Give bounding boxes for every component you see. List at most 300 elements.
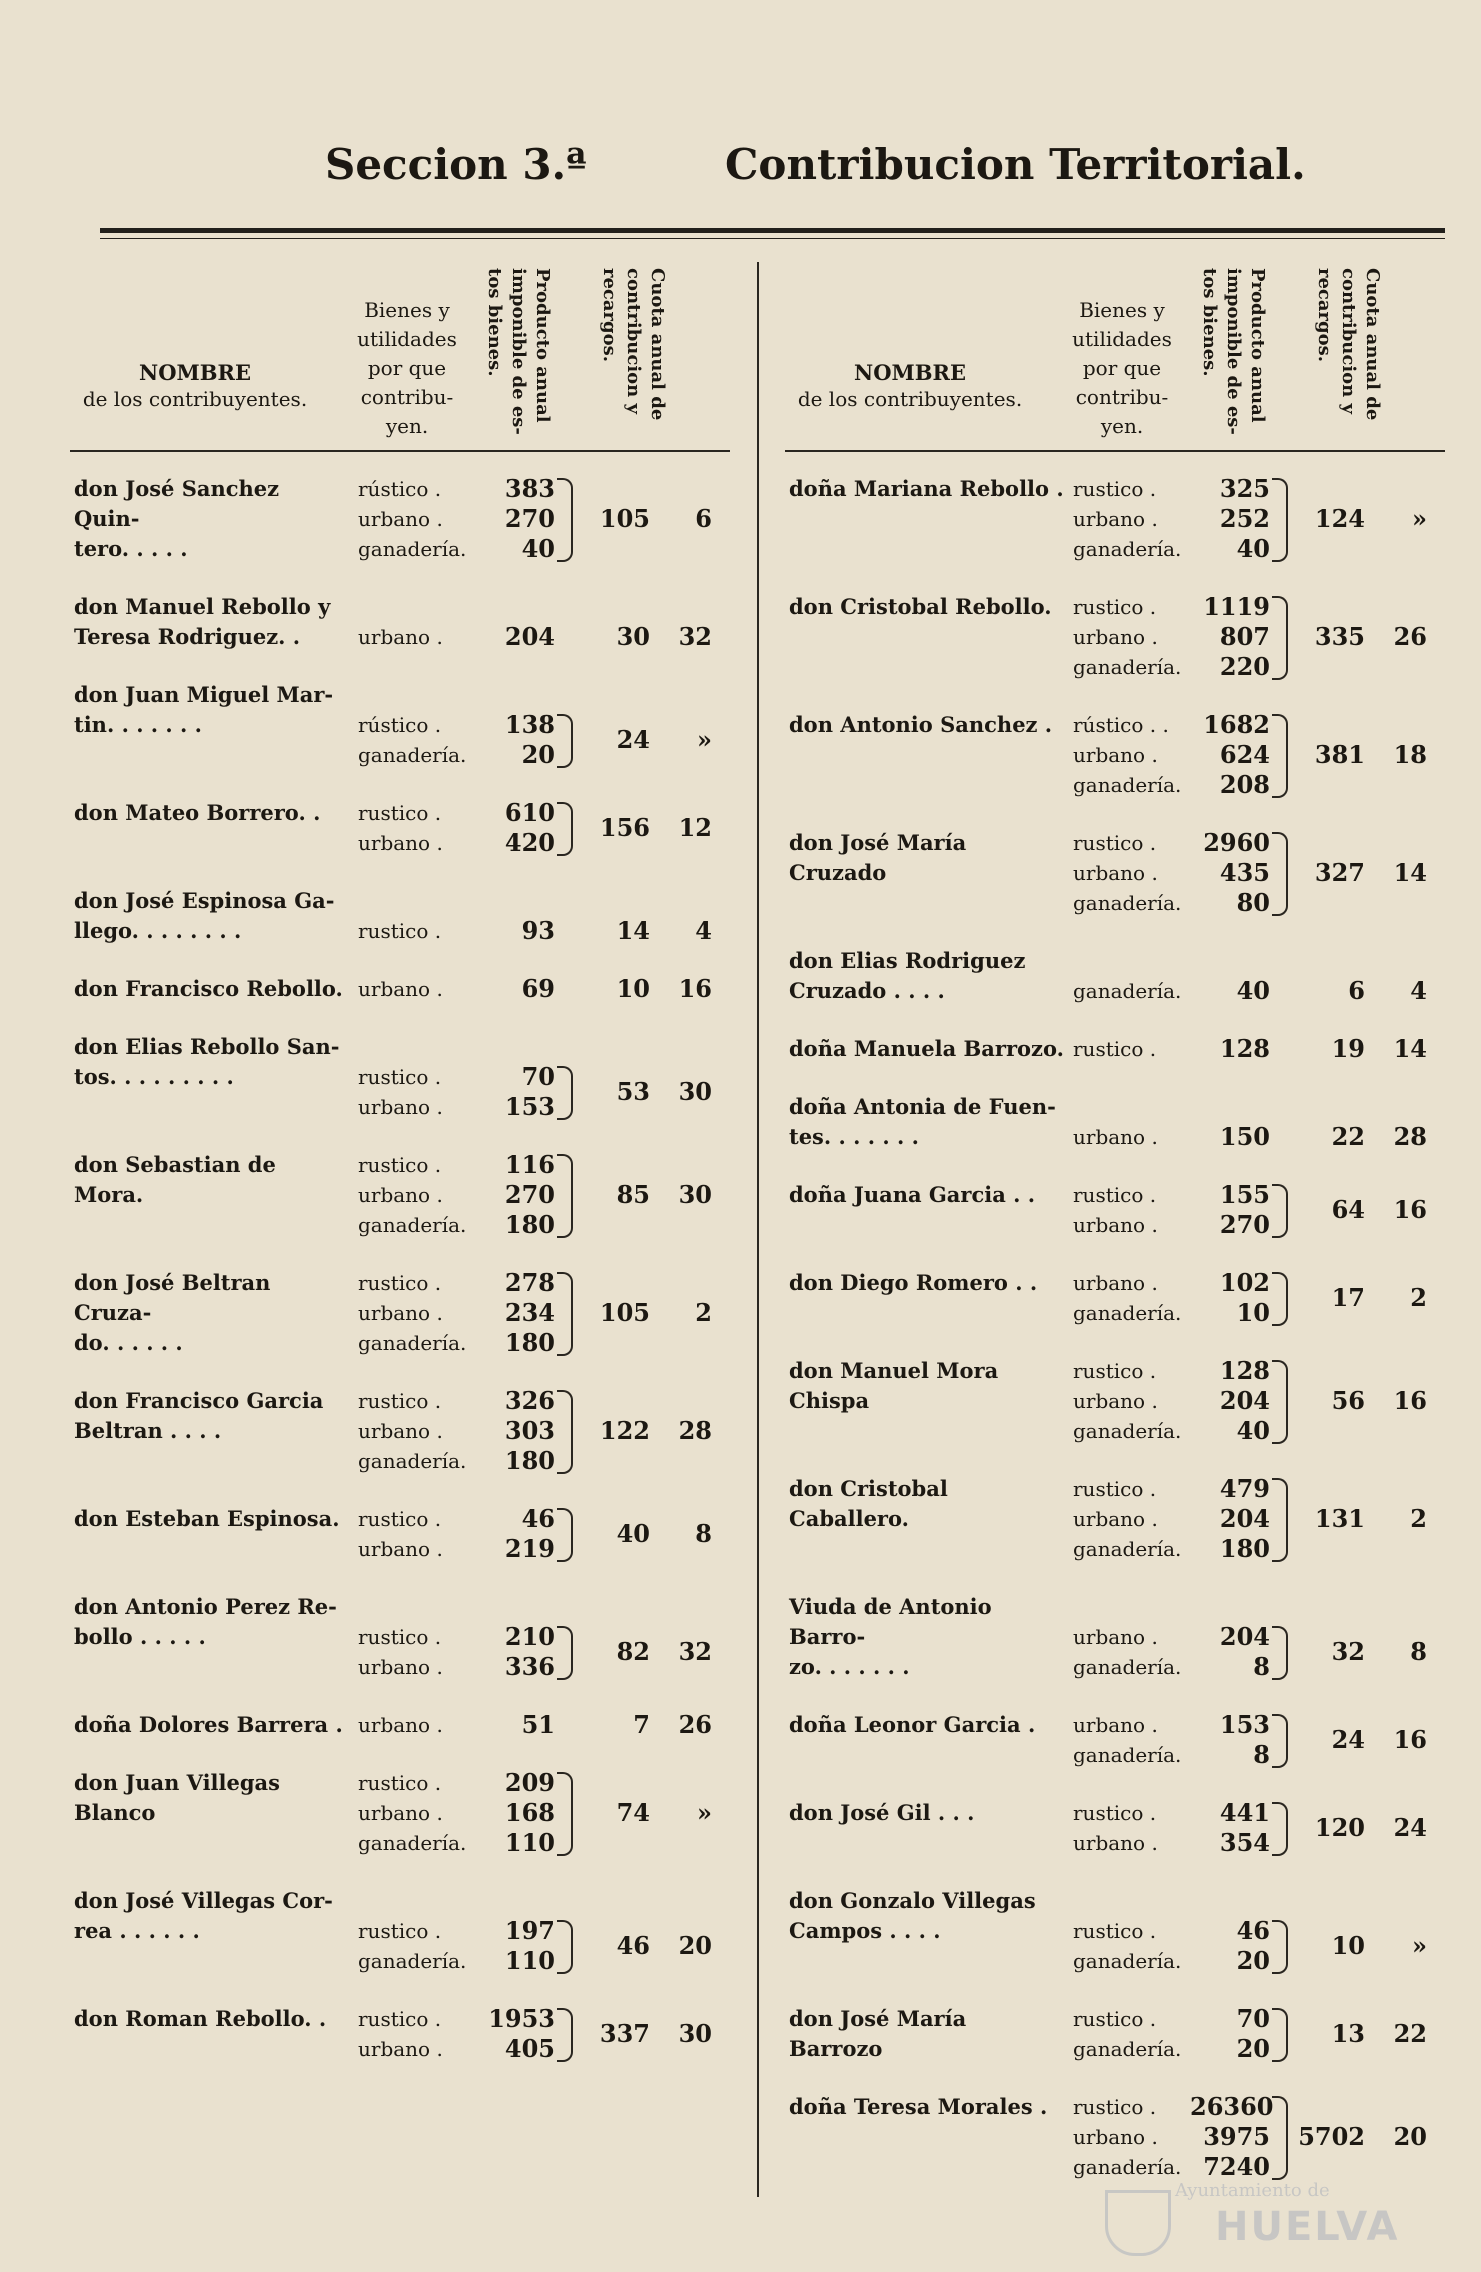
- product-values: [1190, 1474, 1270, 1564]
- product-value: 210: [504, 1622, 555, 1651]
- property-type: urbano .: [358, 977, 443, 1001]
- brace-icon: [1272, 1360, 1288, 1444]
- quota-main: 17: [1331, 1283, 1365, 1312]
- header-producto: Producto anual imponible de es-tos bienes.: [484, 268, 553, 435]
- annual-quota: [1293, 1122, 1445, 1152]
- quota-main: 22: [1331, 1122, 1365, 1151]
- entry-row: [785, 1474, 1445, 1564]
- page-title: Contribucion Territorial.: [725, 140, 1306, 189]
- annual-quota: [578, 1298, 730, 1328]
- product-value: 20: [1236, 2034, 1270, 2063]
- property-type: urbano .: [1073, 1271, 1158, 1295]
- product-values: [475, 2004, 555, 2064]
- entry-row: [70, 1150, 730, 1240]
- entry-row: [70, 2004, 730, 2064]
- property-type: rustico .: [358, 1153, 442, 1177]
- property-type: urbano .: [1073, 507, 1158, 531]
- brace-icon: [1272, 1184, 1288, 1238]
- product-value: 155: [1219, 1180, 1270, 1209]
- header-rule: [100, 228, 1445, 233]
- quota-fraction: 16: [1393, 1725, 1427, 1754]
- contributor-name: [789, 592, 1064, 622]
- quota-fraction: 14: [1393, 1034, 1427, 1063]
- entry-row: [785, 1592, 1445, 1682]
- annual-quota: [578, 916, 730, 946]
- contributor-name: [789, 1180, 1064, 1210]
- section-title: Seccion 3.ª: [325, 140, 587, 189]
- property-type: urbano .: [1073, 1389, 1158, 1413]
- product-value: 8: [1253, 1652, 1270, 1681]
- name-line: don José Espinosa Ga-: [74, 888, 335, 913]
- name-line: don Gonzalo Villegas: [789, 1888, 1036, 1913]
- property-types: [1073, 1916, 1198, 1976]
- annual-quota: [578, 1931, 730, 1961]
- product-value: 610: [504, 798, 555, 827]
- brace-icon: [557, 1066, 573, 1120]
- contributor-name: [74, 474, 349, 564]
- quota-main: 327: [1314, 858, 1365, 887]
- quota-main: 46: [616, 1931, 650, 1960]
- annual-quota: [1293, 1931, 1445, 1961]
- property-type: urbano .: [358, 1301, 443, 1325]
- name-line: Campos . . . .: [789, 1918, 941, 1943]
- contributor-name: [789, 1710, 1064, 1740]
- contributor-name: [789, 1886, 1064, 1946]
- contributor-name: [789, 1798, 1064, 1828]
- contributor-name: [74, 886, 349, 946]
- brace-icon: [1272, 596, 1288, 680]
- property-type: urbano .: [1073, 625, 1158, 649]
- property-types: [1073, 1622, 1198, 1682]
- quota-fraction: 26: [1393, 622, 1427, 651]
- brace-icon: [557, 2008, 573, 2062]
- name-line: don José María Barrozo: [789, 2006, 967, 2061]
- product-value: 479: [1219, 1474, 1270, 1503]
- property-types: [1073, 1356, 1198, 1446]
- quota-main: 53: [616, 1077, 650, 1106]
- contributor-name: [74, 798, 349, 828]
- product-value: 807: [1219, 622, 1270, 651]
- product-values: [1190, 1798, 1270, 1858]
- product-value: 197: [504, 1916, 555, 1945]
- entry-row: [70, 592, 730, 652]
- name-line: don Francisco Rebollo.: [74, 976, 343, 1001]
- header-nombre: [70, 360, 320, 412]
- product-values: [1190, 1916, 1270, 1976]
- property-type: urbano .: [1073, 2125, 1158, 2149]
- annual-quota: [1293, 1637, 1445, 1667]
- product-values: [1190, 1034, 1270, 1064]
- name-line: don Antonio Sanchez .: [789, 712, 1053, 737]
- quota-main: 7: [633, 1710, 650, 1739]
- annual-quota: [1293, 740, 1445, 770]
- entry-row: [70, 974, 730, 1004]
- property-type: urbano .: [1073, 1831, 1158, 1855]
- property-type: rustico .: [1073, 1183, 1157, 1207]
- annual-quota: [578, 1077, 730, 1107]
- property-type: rustico .: [358, 2007, 442, 2031]
- header-bienes: Bienes y utilidades por que contribu-yen.: [357, 298, 457, 438]
- product-value: 20: [521, 740, 555, 769]
- contributor-name: [74, 1032, 349, 1092]
- contributor-name: [74, 1386, 349, 1446]
- product-value: 7240: [1203, 2152, 1270, 2181]
- annual-quota: [578, 1519, 730, 1549]
- product-values: [475, 1386, 555, 1476]
- coat-of-arms-icon: [1105, 2190, 1171, 2256]
- quota-fraction: 30: [678, 1180, 712, 1209]
- quota-fraction: 28: [1393, 1122, 1427, 1151]
- quota-main: 156: [599, 813, 650, 842]
- entry-row: [785, 592, 1445, 682]
- product-value: 219: [504, 1534, 555, 1563]
- header-nombre-title: NOMBRE: [854, 360, 966, 385]
- property-types: [1073, 2004, 1198, 2064]
- quota-fraction: 18: [1393, 740, 1427, 769]
- property-types: [358, 1268, 483, 1358]
- property-type: urbano .: [358, 831, 443, 855]
- property-type: urbano .: [358, 1537, 443, 1561]
- entry-row: [70, 1386, 730, 1476]
- name-line: don Francisco Garcia: [74, 1388, 324, 1413]
- contributor-name: [789, 828, 1064, 888]
- name-line: don José Gil . . .: [789, 1800, 975, 1825]
- contributor-name: [789, 1356, 1064, 1416]
- product-values: [475, 916, 555, 946]
- name-line: llego. . . . . . . .: [74, 918, 242, 943]
- product-value: 40: [1236, 976, 1270, 1005]
- entry-row: [70, 1504, 730, 1564]
- property-types: [1073, 2092, 1198, 2182]
- property-type: rustico .: [358, 1771, 442, 1795]
- brace-icon: [557, 1920, 573, 1974]
- contributor-name: [74, 680, 349, 740]
- quota-fraction: 20: [678, 1931, 712, 1960]
- property-type: ganadería.: [358, 1949, 467, 1973]
- property-types: [1073, 1034, 1198, 1064]
- name-line: doña Dolores Barrera .: [74, 1712, 343, 1737]
- page-header: [0, 140, 1481, 200]
- header-nombre-subtitle: de los contribuyentes.: [797, 387, 1023, 411]
- property-type: rustico .: [1073, 477, 1157, 501]
- product-value: 168: [504, 1798, 555, 1827]
- name-line: doña Juana Garcia . .: [789, 1182, 1036, 1207]
- annual-quota: [578, 1637, 730, 1667]
- quota-main: 337: [599, 2019, 650, 2048]
- product-value: 69: [521, 974, 555, 1003]
- quota-fraction: 4: [695, 916, 712, 945]
- quota-main: 24: [616, 725, 650, 754]
- product-values: [475, 1062, 555, 1122]
- product-values: [1190, 474, 1270, 564]
- property-types: [358, 1622, 483, 1682]
- entry-row: [785, 1710, 1445, 1770]
- brace-icon: [557, 1272, 573, 1356]
- name-line: don Elias Rodriguez: [789, 948, 1026, 973]
- property-type: rustico .: [1073, 2007, 1157, 2031]
- property-type: rustico .: [1073, 1359, 1157, 1383]
- name-line: don Manuel Mora Chispa: [789, 1358, 999, 1413]
- product-values: [1190, 1710, 1270, 1770]
- property-type: urbano .: [358, 1713, 443, 1737]
- name-line: don Esteban Espinosa.: [74, 1506, 340, 1531]
- name-line: tos. . . . . . . . .: [74, 1064, 234, 1089]
- product-value: 40: [1236, 1416, 1270, 1445]
- name-line: doña Manuela Barrozo.: [789, 1036, 1064, 1061]
- header-producto: Producto anual imponible de es-tos bienes.: [1199, 268, 1268, 435]
- contributor-name: [789, 1092, 1064, 1152]
- contributor-name: [789, 1592, 1064, 1682]
- quota-main: 131: [1314, 1504, 1365, 1533]
- property-type: urbano .: [358, 1655, 443, 1679]
- brace-icon: [1272, 1626, 1288, 1680]
- property-type: ganadería.: [358, 1213, 467, 1237]
- brace-icon: [557, 802, 573, 856]
- property-type: rustico .: [358, 801, 442, 825]
- product-value: 3975: [1203, 2122, 1270, 2151]
- property-type: rustico .: [358, 919, 442, 943]
- property-type: urbano .: [358, 1801, 443, 1825]
- product-values: [1190, 1268, 1270, 1328]
- quota-fraction: 16: [678, 974, 712, 1003]
- property-type: ganadería.: [1073, 979, 1182, 1003]
- entry-row: [785, 1798, 1445, 1858]
- name-line: doña Teresa Morales .: [789, 2094, 1048, 2119]
- product-value: 153: [1219, 1710, 1270, 1739]
- quota-main: 124: [1314, 504, 1365, 533]
- name-line: doña Leonor Garcia .: [789, 1712, 1036, 1737]
- contributor-name: [74, 2004, 349, 2034]
- property-type: rustico .: [358, 1507, 442, 1531]
- property-type: rustico .: [1073, 1037, 1157, 1061]
- quota-main: 24: [1331, 1725, 1365, 1754]
- quota-fraction: 20: [1393, 2122, 1427, 2151]
- property-type: rustico .: [358, 1065, 442, 1089]
- product-values: [475, 1622, 555, 1682]
- property-type: ganadería.: [1073, 1743, 1182, 1767]
- entry-row: [785, 1886, 1445, 1976]
- property-types: [358, 1768, 483, 1858]
- product-value: 46: [521, 1504, 555, 1533]
- product-value: 336: [504, 1652, 555, 1681]
- contributor-name: [74, 1150, 349, 1210]
- quota-fraction: »: [1412, 504, 1427, 533]
- annual-quota: [1293, 1725, 1445, 1755]
- brace-icon: [1272, 1714, 1288, 1768]
- quota-fraction: 32: [678, 622, 712, 651]
- brace-icon: [557, 478, 573, 562]
- property-type: ganadería.: [1073, 1301, 1182, 1325]
- quota-main: 14: [616, 916, 650, 945]
- contributor-name: [789, 2092, 1064, 2122]
- contributor-name: [789, 1268, 1064, 1298]
- product-values: [475, 1504, 555, 1564]
- contributor-name: [74, 592, 349, 652]
- quota-fraction: »: [1412, 1931, 1427, 1960]
- name-line: don Juan Villegas Blanco: [74, 1770, 280, 1825]
- annual-quota: [1293, 1813, 1445, 1843]
- entry-row: [785, 828, 1445, 918]
- name-line: don José María Cruzado: [789, 830, 967, 885]
- name-line: don Cristobal Rebollo.: [789, 594, 1052, 619]
- annual-quota: [1293, 622, 1445, 652]
- property-types: [358, 1062, 483, 1122]
- product-value: 180: [504, 1328, 555, 1357]
- quota-main: 10: [616, 974, 650, 1003]
- name-line: don José Sanchez Quin-: [74, 476, 280, 531]
- quota-fraction: 2: [1410, 1283, 1427, 1312]
- property-type: urbano .: [1073, 743, 1158, 767]
- property-types: [1073, 1122, 1198, 1152]
- product-value: 326: [504, 1386, 555, 1415]
- property-type: urbano .: [358, 1419, 443, 1443]
- name-line: Teresa Rodriguez. .: [74, 624, 301, 649]
- property-type: ganadería.: [358, 1449, 467, 1473]
- property-type: urbano .: [1073, 1507, 1158, 1531]
- name-line: doña Antonia de Fuen-: [789, 1094, 1056, 1119]
- product-value: 128: [1219, 1034, 1270, 1063]
- product-value: 1682: [1203, 710, 1270, 739]
- product-values: [1190, 976, 1270, 1006]
- product-value: 1119: [1203, 592, 1270, 621]
- contributor-name: [74, 1886, 349, 1946]
- product-value: 110: [504, 1946, 555, 1975]
- brace-icon: [1272, 714, 1288, 798]
- brace-icon: [557, 714, 573, 768]
- name-line: tero. . . . .: [74, 536, 188, 561]
- property-types: [358, 2004, 483, 2064]
- property-types: [1073, 1474, 1198, 1564]
- contributor-name: [789, 1474, 1064, 1534]
- product-values: [1190, 1356, 1270, 1446]
- entry-row: [785, 1180, 1445, 1240]
- property-types: [358, 710, 483, 770]
- quota-fraction: »: [697, 725, 712, 754]
- name-line: don Roman Rebollo. .: [74, 2006, 327, 2031]
- property-types: [1073, 710, 1198, 800]
- brace-icon: [557, 1508, 573, 1562]
- quota-fraction: 24: [1393, 1813, 1427, 1842]
- quota-main: 5702: [1298, 2122, 1365, 2151]
- annual-quota: [1293, 2122, 1445, 2152]
- property-types: [358, 1504, 483, 1564]
- annual-quota: [578, 974, 730, 1004]
- product-values: [475, 474, 555, 564]
- property-types: [358, 1150, 483, 1240]
- product-value: 354: [1219, 1828, 1270, 1857]
- contributor-name: [789, 710, 1064, 740]
- brace-icon: [557, 1390, 573, 1474]
- right-column: [785, 260, 1445, 2210]
- header-nombre: [785, 360, 1035, 412]
- property-types: [1073, 1268, 1198, 1328]
- product-value: 383: [504, 474, 555, 503]
- quota-fraction: 30: [678, 2019, 712, 2048]
- entry-row: [70, 1268, 730, 1358]
- property-type: rustico .: [1073, 1801, 1157, 1825]
- property-type: rustico .: [1073, 595, 1157, 619]
- product-value: 270: [1219, 1210, 1270, 1239]
- product-values: [1190, 1122, 1270, 1152]
- product-value: 70: [1236, 2004, 1270, 2033]
- entry-row: [785, 1356, 1445, 1446]
- quota-fraction: 22: [1393, 2019, 1427, 2048]
- contributor-name: [789, 1034, 1064, 1064]
- annual-quota: [578, 725, 730, 755]
- brace-icon: [557, 1626, 573, 1680]
- contributor-name: [74, 1592, 349, 1652]
- product-value: 278: [504, 1268, 555, 1297]
- product-value: 405: [504, 2034, 555, 2063]
- property-type: ganadería.: [1073, 2155, 1182, 2179]
- annual-quota: [1293, 1034, 1445, 1064]
- annual-quota: [1293, 2019, 1445, 2049]
- property-type: rustico .: [358, 1919, 442, 1943]
- contributor-name: [789, 946, 1064, 1006]
- property-type: urbano .: [1073, 1125, 1158, 1149]
- property-type: urbano .: [1073, 861, 1158, 885]
- property-types: [1073, 976, 1198, 1006]
- brace-icon: [1272, 2008, 1288, 2062]
- property-types: [1073, 474, 1198, 564]
- entry-row: [70, 798, 730, 858]
- product-value: 220: [1219, 652, 1270, 681]
- property-type: rustico .: [358, 1271, 442, 1295]
- property-type: ganadería.: [1073, 773, 1182, 797]
- product-values: [475, 1916, 555, 1976]
- entry-row: [785, 1034, 1445, 1064]
- brace-icon: [557, 1772, 573, 1856]
- annual-quota: [1293, 504, 1445, 534]
- contributor-name: [74, 1268, 349, 1358]
- annual-quota: [1293, 1283, 1445, 1313]
- quota-main: 56: [1331, 1386, 1365, 1415]
- quota-main: 335: [1314, 622, 1365, 651]
- quota-main: 30: [616, 622, 650, 651]
- header-nombre-subtitle: de los contribuyentes.: [82, 387, 308, 411]
- product-value: 80: [1236, 888, 1270, 917]
- property-type: urbano .: [1073, 1213, 1158, 1237]
- product-value: 40: [521, 534, 555, 563]
- quota-main: 120: [1314, 1813, 1365, 1842]
- property-type: ganadería.: [358, 1331, 467, 1355]
- property-types: [1073, 828, 1198, 918]
- product-value: 26360: [1190, 2092, 1274, 2121]
- property-types: [1073, 592, 1198, 682]
- brace-icon: [1272, 1272, 1288, 1326]
- quota-fraction: 14: [1393, 858, 1427, 887]
- quota-fraction: 4: [1410, 976, 1427, 1005]
- product-value: 208: [1219, 770, 1270, 799]
- product-value: 303: [504, 1416, 555, 1445]
- contributor-name: [789, 474, 1064, 504]
- name-line: Beltran . . . .: [74, 1418, 222, 1443]
- contributor-name: [74, 1710, 349, 1740]
- header-nombre-title: NOMBRE: [139, 360, 251, 385]
- product-value: 209: [504, 1768, 555, 1797]
- product-value: 624: [1219, 740, 1270, 769]
- annual-quota: [578, 504, 730, 534]
- product-value: 325: [1219, 474, 1270, 503]
- property-type: ganadería.: [1073, 1949, 1182, 1973]
- product-values: [475, 1150, 555, 1240]
- name-line: don Antonio Perez Re-: [74, 1594, 337, 1619]
- watermark-line2: HUELVA: [1215, 2204, 1400, 2250]
- name-line: don Elias Rebollo San-: [74, 1034, 340, 1059]
- property-types: [358, 974, 483, 1004]
- product-value: 102: [1219, 1268, 1270, 1297]
- annual-quota: [578, 1416, 730, 1446]
